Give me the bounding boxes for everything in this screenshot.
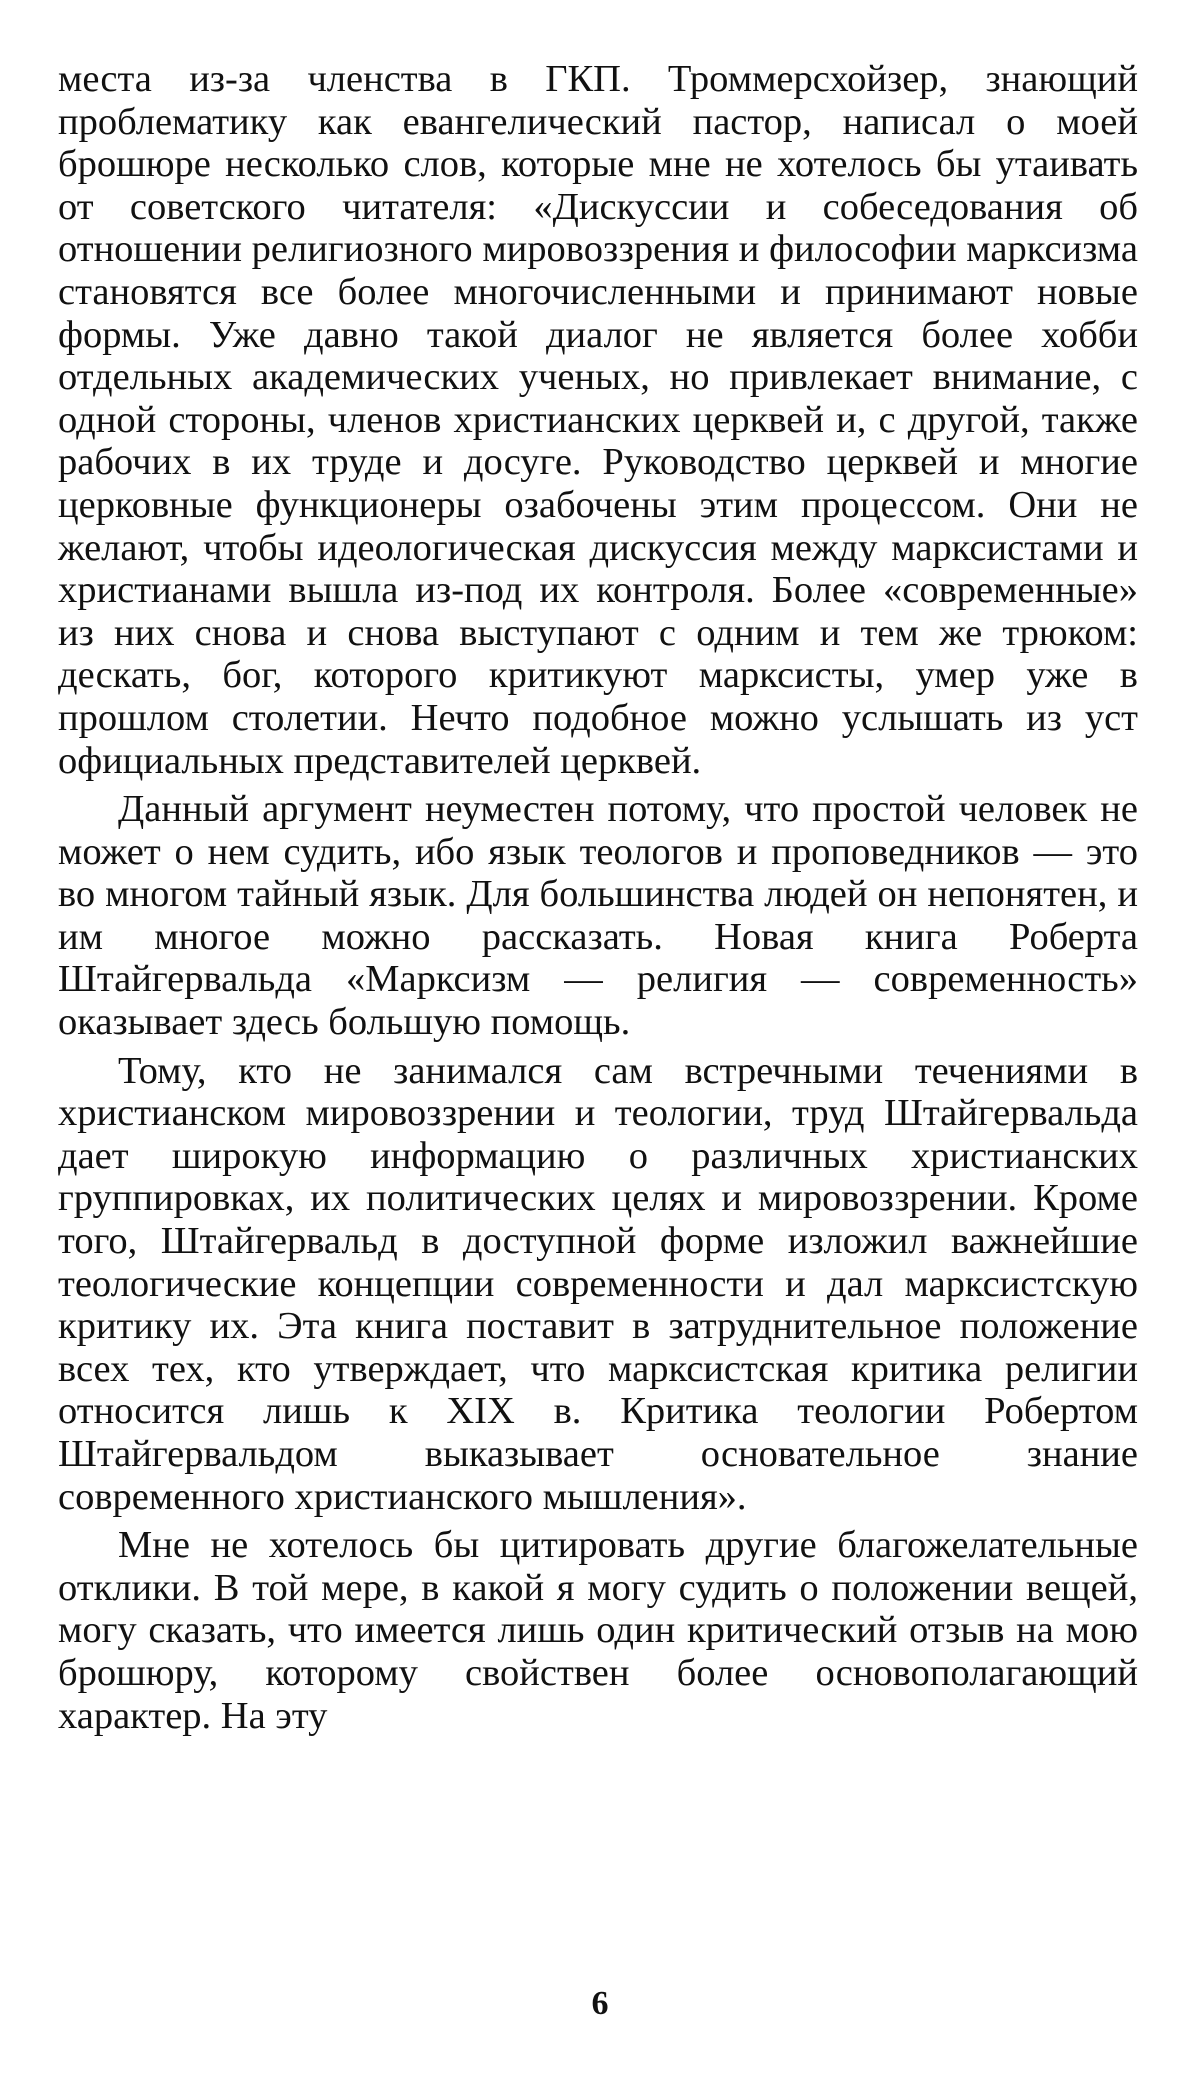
paragraph-2: Данный аргумент неуместен потому, что простой человек не может о нем судить, ибо язык теологов и проповедников — это во многом тайный язык. Для большинства людей он непонятен, и им многое можно рассказать. Новая книга Роберта Штайгервальда «Марксизм — религия — современность» оказывает здесь большую помощь.	[58, 788, 1138, 1044]
paragraph-3: Тому, кто не занимался сам встречными течениями в христианском мировоззрении и теологии, труд Штайгервальда дает широкую информацию о различных христианских группировках, их политических целях и мировоззрении. Кроме того, Штайгервальд в доступной форме изложил важнейшие теологические концепции современности и дал марксистскую критику их. Эта книга поставит в затруднительное положение всех тех, кто утверждает, что марксистская критика религии относится лишь к XIX в. Критика теологии Робертом Штайгервальдом выказывает основательное знание современного христианского мышления».	[58, 1049, 1138, 1518]
paragraph-1: места из-за членства в ГКП. Троммерсхойзер, знающий проблематику как евангелический пастор, написал о моей брошюре несколько слов, которые мне не хотелось бы утаивать от советского читателя: «Дискуссии и собеседования об отношении религиозного мировоззрения и философии марксизма становятся все более многочисленными и принимают новые формы. Уже давно такой диалог не является более хобби отдельных академических ученых, но привлекает внимание, с одной стороны, членов христианских церквей и, с другой, также рабочих в их труде и досуге. Руководство церквей и многие церковные функционеры озабочены этим процессом. Они не желают, чтобы идеологическая дискуссия между марксистами и христианами вышла из-под их контроля. Более «современные» из них снова и снова выступают с одним и тем же трюком: дескать, бог, которого критикуют марксисты, умер уже в прошлом столетии. Нечто подобное можно услышать из уст официальных представителей церквей.	[58, 58, 1138, 782]
body-text	[58, 58, 1138, 1743]
paragraph-4: Мне не хотелось бы цитировать другие благожелательные отклики. В той мере, в какой я могу судить о положении вещей, могу сказать, что имеется лишь один критический отзыв на мою брошюру, которому свойствен более основополагающий характер. На эту	[58, 1524, 1138, 1737]
page-number: 6	[591, 1985, 609, 2022]
